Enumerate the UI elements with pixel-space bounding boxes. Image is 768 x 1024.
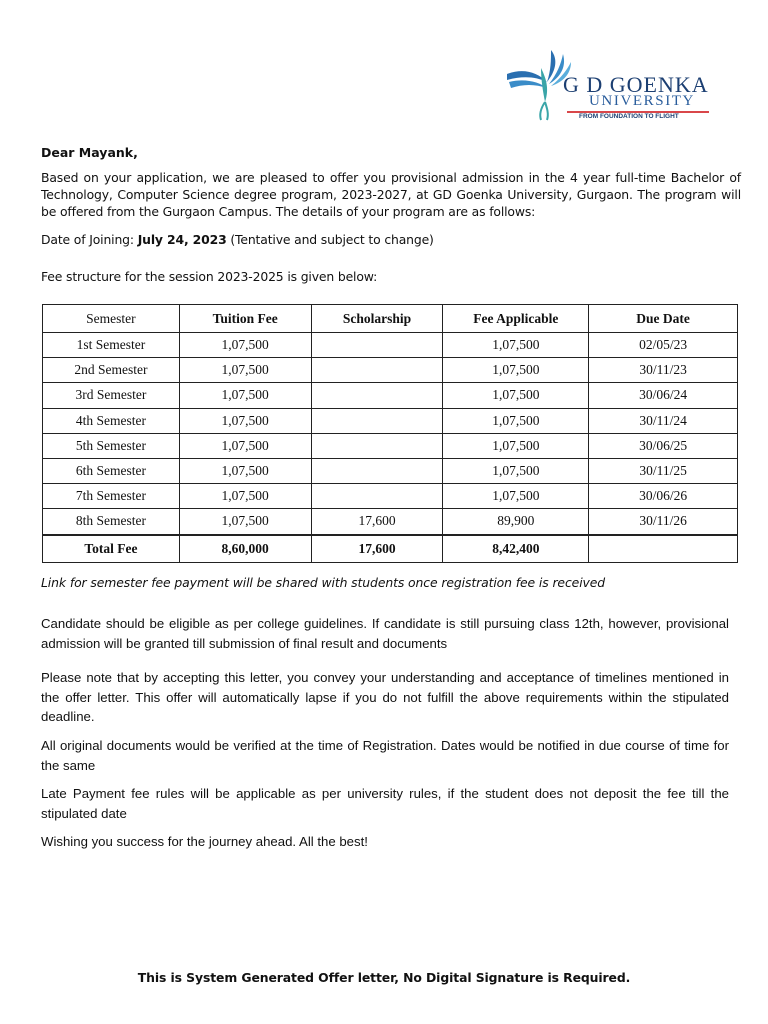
cell-scholarship: [311, 484, 443, 509]
table-row: [43, 484, 738, 509]
cell-fee-applicable: 1,07,500: [443, 433, 589, 458]
table-row: [43, 433, 738, 458]
cell-scholarship: [311, 458, 443, 483]
cell-fee-applicable: 89,900: [443, 509, 589, 535]
doj-suffix: (Tentative and subject to change): [226, 232, 434, 247]
cell-fee-applicable: 1,07,500: [443, 408, 589, 433]
cell-due-date: 30/11/24: [589, 408, 738, 433]
system-generated-footer: This is System Generated Offer letter, No Digital Signature is Required.: [137, 970, 631, 985]
cell-semester: 4th Semester: [43, 408, 180, 433]
cell-due-date: 30/06/25: [589, 433, 738, 458]
doj-value: July 24, 2023: [137, 232, 227, 247]
cell-due-date: 30/11/26: [589, 509, 738, 535]
fee-table: [42, 304, 738, 563]
cell-tuition: 1,07,500: [179, 433, 311, 458]
header-semester: Semester: [43, 305, 180, 333]
cell-due-date: 30/06/24: [589, 383, 738, 408]
date-of-joining: [41, 232, 434, 247]
university-logo: [505, 46, 720, 124]
cell-fee-applicable: 1,07,500: [443, 458, 589, 483]
cell-scholarship: [311, 383, 443, 408]
total-row: [43, 535, 738, 563]
header-tuition-fee: Tuition Fee: [179, 305, 311, 333]
total-due-date: [589, 535, 738, 563]
logo-wordmark: G D GOENKA: [563, 72, 709, 97]
cell-scholarship: [311, 358, 443, 383]
cell-semester: 7th Semester: [43, 484, 180, 509]
logo-tagline: FROM FOUNDATION TO FLIGHT: [579, 113, 679, 120]
cell-tuition: 1,07,500: [179, 333, 311, 358]
cell-semester: 6th Semester: [43, 458, 180, 483]
cell-due-date: 30/06/26: [589, 484, 738, 509]
header-scholarship: Scholarship: [311, 305, 443, 333]
header-due-date: Due Date: [589, 305, 738, 333]
table-row: [43, 333, 738, 358]
header-fee-applicable: Fee Applicable: [443, 305, 589, 333]
intro-paragraph: Based on your application, we are pleased to offer you provisional admission in the 4 year full-time Bachelor of Technology, Computer Science degree program, 2023-2027, at GD Goenka University, Gurgaon. The program will be offered from the Gurgaon Campus. The details of your program are as follows:: [41, 170, 741, 219]
table-row: [43, 408, 738, 433]
cell-tuition: 1,07,500: [179, 509, 311, 535]
cell-semester: 1st Semester: [43, 333, 180, 358]
cell-due-date: 30/11/25: [589, 458, 738, 483]
cell-tuition: 1,07,500: [179, 408, 311, 433]
cell-tuition: 1,07,500: [179, 358, 311, 383]
table-row: [43, 383, 738, 408]
documents-paragraph: All original documents would be verified at the time of Registration. Dates would be notified in due course of time for the same: [41, 738, 729, 773]
total-fee-applicable: 8,42,400: [443, 535, 589, 563]
cell-due-date: 30/11/23: [589, 358, 738, 383]
fee-structure-intro: Fee structure for the session 2023-2025 is given below:: [41, 269, 378, 284]
cell-fee-applicable: 1,07,500: [443, 383, 589, 408]
table-row: [43, 358, 738, 383]
table-header-row: [43, 305, 738, 333]
cell-semester: 5th Semester: [43, 433, 180, 458]
eligibility-paragraph: Candidate should be eligible as per college guidelines. If candidate is still pursuing class 12th, however, provisional admission will be granted till submission of final result and documents: [41, 616, 729, 651]
cell-scholarship: 17,600: [311, 509, 443, 535]
cell-due-date: 02/05/23: [589, 333, 738, 358]
cell-semester: 8th Semester: [43, 509, 180, 535]
payment-link-note: Link for semester fee payment will be shared with students once registration fee is received: [41, 575, 606, 590]
closing-line: Wishing you success for the journey ahead. All the best!: [41, 834, 368, 849]
doj-label: Date of Joining:: [41, 232, 138, 247]
logo-university: UNIVERSITY: [589, 93, 695, 109]
total-tuition: 8,60,000: [179, 535, 311, 563]
cell-semester: 2nd Semester: [43, 358, 180, 383]
cell-scholarship: [311, 433, 443, 458]
total-label: Total Fee: [43, 535, 180, 563]
cell-fee-applicable: 1,07,500: [443, 484, 589, 509]
late-payment-paragraph: Late Payment fee rules will be applicable as per university rules, if the student does not deposit the fee till the stipulated date: [41, 786, 729, 821]
greeting: Dear Mayank,: [41, 145, 138, 160]
cell-fee-applicable: 1,07,500: [443, 333, 589, 358]
cell-semester: 3rd Semester: [43, 383, 180, 408]
acceptance-paragraph: Please note that by accepting this letter, you convey your understanding and acceptance of timelines mentioned in the offer letter. This offer will automatically lapse if you do not fulfill the above requirements within the stipulated deadline.: [41, 670, 729, 724]
cell-tuition: 1,07,500: [179, 484, 311, 509]
total-scholarship: 17,600: [311, 535, 443, 563]
cell-fee-applicable: 1,07,500: [443, 358, 589, 383]
cell-scholarship: [311, 333, 443, 358]
table-row: [43, 458, 738, 483]
cell-tuition: 1,07,500: [179, 383, 311, 408]
table-row: [43, 509, 738, 535]
cell-scholarship: [311, 408, 443, 433]
cell-tuition: 1,07,500: [179, 458, 311, 483]
